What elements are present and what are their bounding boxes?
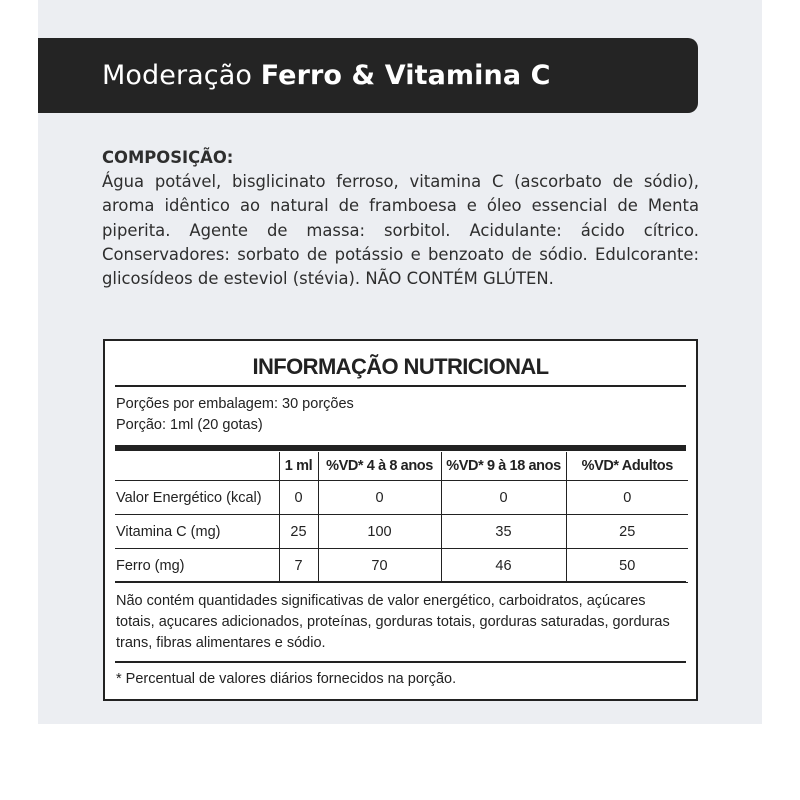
nutrient-name: Valor Energético (kcal) [115, 481, 279, 515]
composition-section [102, 146, 699, 291]
nutrient-value: 46 [441, 549, 566, 583]
nutrient-value: 0 [279, 481, 318, 515]
table-row [115, 515, 688, 549]
column-header [115, 452, 279, 481]
product-title-bold: Ferro & Vitamina C [260, 60, 551, 91]
servings-per-package: Porções por embalagem: 30 porções [116, 396, 354, 412]
nutrition-facts-table [103, 339, 698, 701]
composition-heading: COMPOSIÇÃO: [102, 148, 234, 167]
nutrient-value: 70 [318, 549, 441, 583]
nutrient-value: 100 [318, 515, 441, 549]
nutrient-value: 50 [566, 549, 688, 583]
divider [115, 385, 686, 387]
divider [115, 661, 686, 663]
product-title [102, 60, 551, 91]
nutrition-note: Não contém quantidades significativas de valor energético, carboidratos, açúcares totais, açucares adicionados, proteínas, gorduras totais, gorduras saturadas, gorduras trans, fibras alimentares e sódio. [116, 593, 670, 651]
divider [115, 581, 686, 583]
thick-divider [115, 445, 686, 451]
nutrient-value: 25 [566, 515, 688, 549]
product-title-light: Moderação [102, 60, 253, 91]
nutrient-value: 0 [566, 481, 688, 515]
nutrient-grid [115, 452, 688, 583]
nutrient-value: 7 [279, 549, 318, 583]
column-header: %VD* 4 à 8 anos [318, 452, 441, 481]
nutrient-name: Vitamina C (mg) [115, 515, 279, 549]
daily-value-footnote: * Percentual de valores diários fornecidos na porção. [116, 671, 457, 687]
column-header: %VD* Adultos [566, 452, 688, 481]
nutrient-value: 0 [441, 481, 566, 515]
table-header-row [115, 452, 688, 481]
nutrition-title: INFORMAÇÃO NUTRICIONAL [252, 354, 549, 379]
column-header: 1 ml [279, 452, 318, 481]
table-row [115, 481, 688, 515]
nutrient-name: Ferro (mg) [115, 549, 279, 583]
nutrient-value: 25 [279, 515, 318, 549]
product-title-bar [38, 38, 698, 113]
composition-text: Água potável, bisglicinato ferroso, vitamina C (ascorbato de sódio), aroma idêntico ao natural de framboesa e óleo essencial de Menta piperita. Agente de massa: sorbitol. Acidulante: ácido cítrico. Conservadores: sorbato de potássio e benzoato de sódio. Edulcorante: glicosídeos de esteviol (stévia). NÃO CONTÉM GLÚTEN. [102, 172, 699, 289]
column-header: %VD* 9 à 18 anos [441, 452, 566, 481]
serving-size: Porção: 1ml (20 gotas) [116, 417, 263, 433]
nutrient-value: 35 [441, 515, 566, 549]
table-row [115, 549, 688, 583]
nutrient-value: 0 [318, 481, 441, 515]
